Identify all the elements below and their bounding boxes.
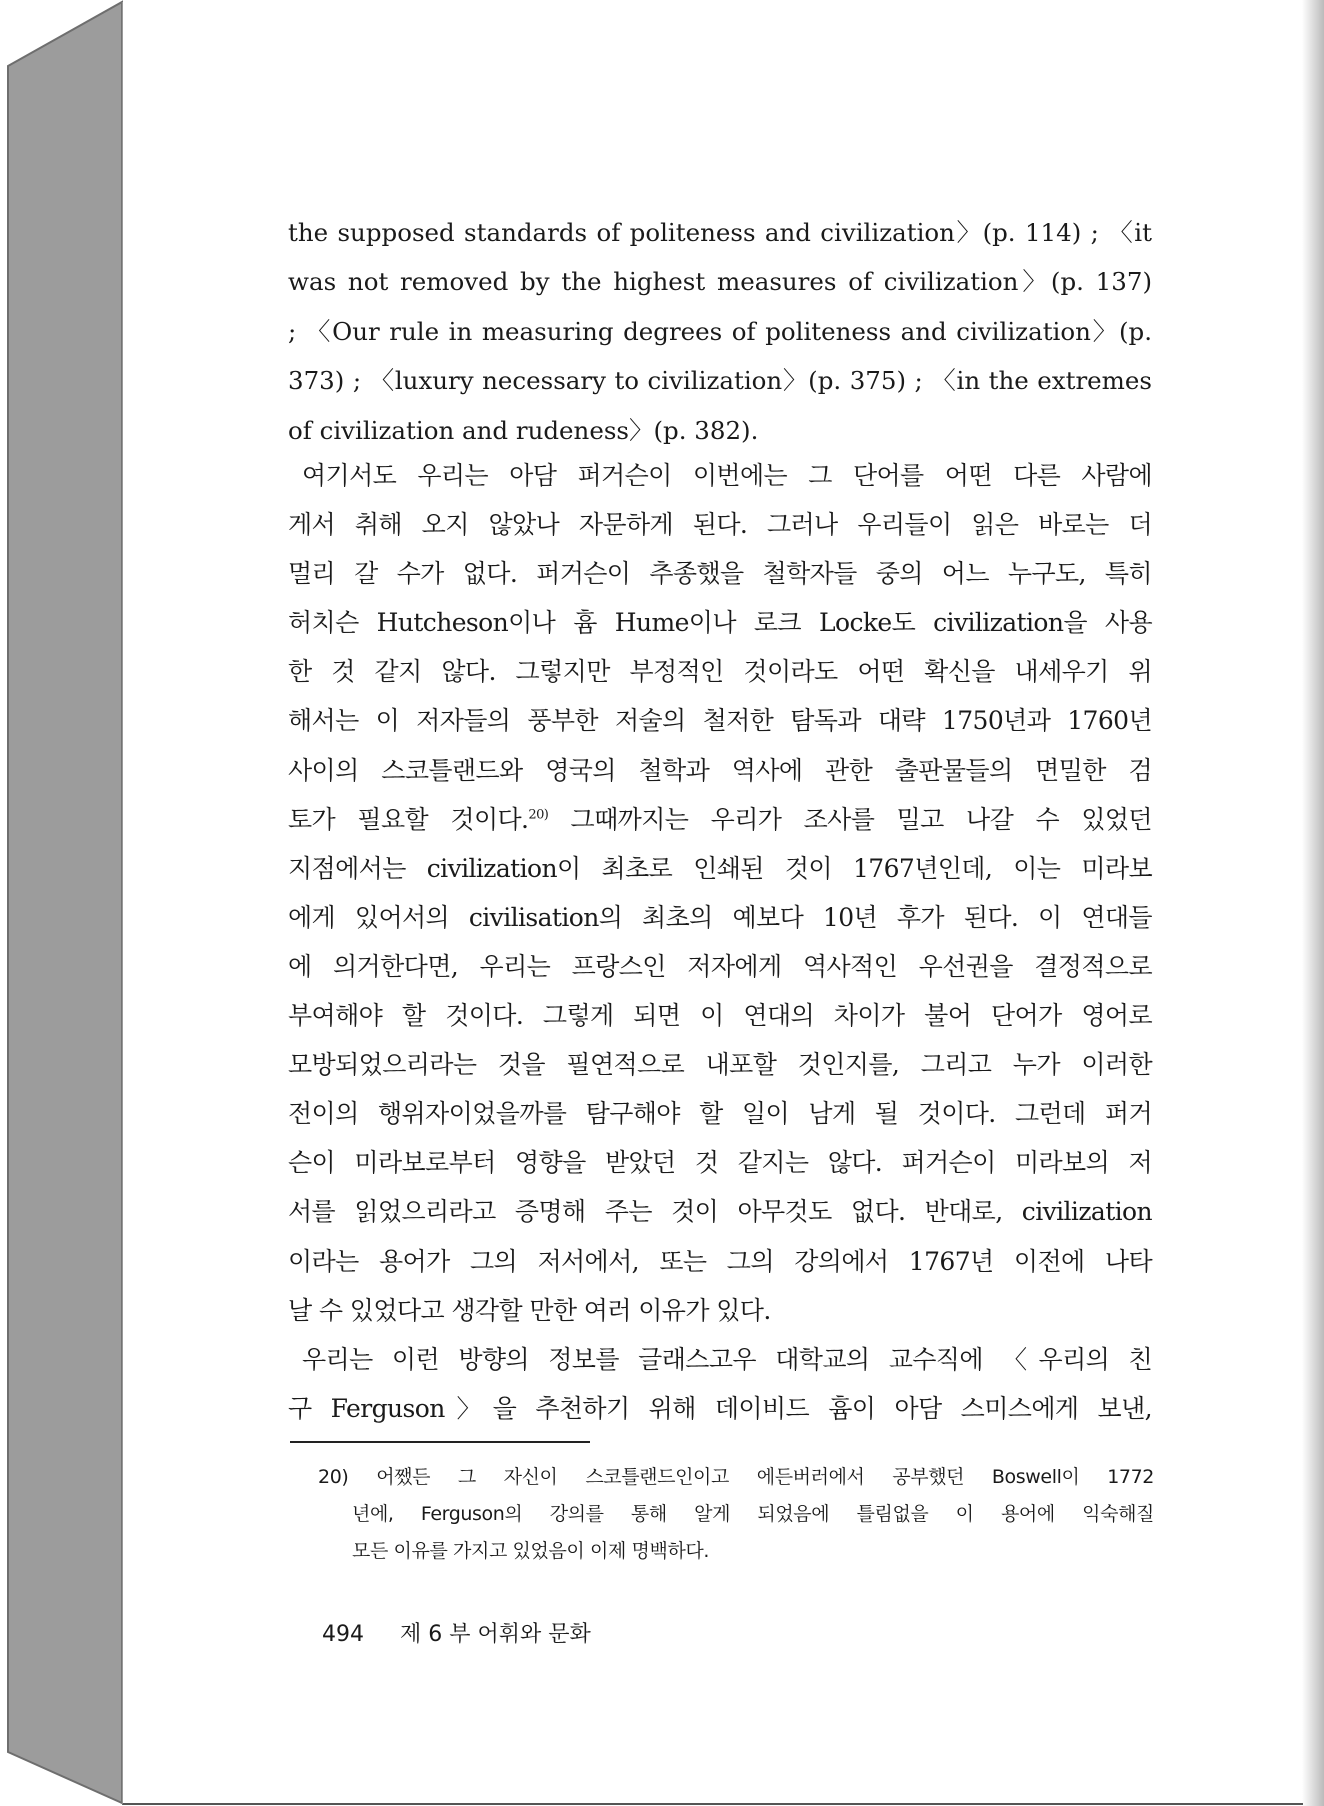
quote-line-1: the supposed standards of politeness and civilization〉(p. 114) ; 〈it: [288, 218, 1152, 247]
paragraph-1-line-14: 전이의 행위자이었을까를 탐구해야 할 일이 남게 될 것이다. 그런데 퍼거: [288, 1099, 1152, 1129]
paragraph-1-line-10: 에게 있어서의 civilisation의 최초의 예보다 10년 후가 된다. 이 연대들: [288, 902, 1152, 932]
footnote-reference-20[interactable]: 20): [528, 807, 549, 823]
quote-line-2: was not removed by the highest measures of civilization〉(p. 137): [288, 267, 1152, 297]
paragraph-1-line-8-start: 토가 필요할 것이다.: [288, 804, 529, 834]
paragraph-1-line-11: 에 의거한다면, 우리는 프랑스인 저자에게 역사적인 우선권을 결정적으로: [288, 951, 1152, 981]
paragraph-2-line-2: 구 Ferguson〉을 추천하기 위해 데이비드 흄이 아담 스미스에게 보낸,: [288, 1393, 1152, 1423]
quoted-examples-block: [288, 208, 1152, 455]
paragraph-1-line-7: 사이의 스코틀랜드와 영국의 철학과 역사에 관한 출판물들의 면밀한 검: [288, 755, 1152, 785]
footnote-20: [318, 1459, 1154, 1570]
paragraph-1-line-12: 부여해야 할 것이다. 그렇게 되면 이 연대의 차이가 불어 단어가 영어로: [288, 1001, 1152, 1031]
running-section-title: 제 6 부 어휘와 문화: [400, 1622, 591, 1647]
page-number: 494: [322, 1622, 364, 1647]
footnote-line-2: 년에, Ferguson의 강의를 통해 알게 되었음에 틀림없을 이 용어에 익숙해질: [352, 1503, 1154, 1525]
paragraph-1-line-8-end: 그때까지는 우리가 조사를 밀고 나갈 수 있었던: [548, 804, 1152, 834]
paragraph-1-line-1: 여기서도 우리는 아담 퍼거슨이 이번에는 그 단어를 어떤 다른 사람에: [302, 461, 1152, 490]
quote-line-4: 373) ; 〈luxury necessary to civilization〉(p. 375) ; 〈in the extremes: [288, 366, 1152, 396]
footnote-line-1: 20) 어쨌든 그 자신이 스코틀랜드인이고 에든버러에서 공부했던 Boswell이 1772: [318, 1466, 1154, 1488]
paragraph-1-line-9: 지점에서는 civilization이 최초로 인쇄된 것이 1767년인데, 이는 미라보: [288, 853, 1152, 883]
paragraph-1-line-2: 게서 취해 오지 않았나 자문하게 된다. 그러나 우리들이 읽은 바로는 더: [288, 510, 1152, 540]
quote-line-5: of civilization and rudeness〉(p. 382).: [288, 415, 759, 445]
footnote-line-3: 모든 이유를 가지고 있었음이 이제 명백하다.: [352, 1540, 710, 1562]
paragraph-2-line-1: 우리는 이런 방향의 정보를 글래스고우 대학교의 교수직에 〈우리의 친: [302, 1344, 1152, 1374]
paragraph-1-line-18: 날 수 있었다고 생각할 만한 여러 이유가 있다.: [288, 1295, 771, 1325]
page-right-shadow: [1302, 0, 1324, 1806]
paragraph-1-line-4: 허치슨 Hutcheson이나 흄 Hume이나 로크 Locke도 civilization을 사용: [288, 608, 1152, 638]
paragraph-1-line-6: 해서는 이 저자들의 풍부한 저술의 철저한 탐독과 대략 1750년과 1760년: [288, 706, 1152, 736]
page-footer: [322, 1617, 591, 1648]
paragraph-1-line-3: 멀리 갈 수가 없다. 퍼거슨이 추종했을 철학자들 중의 어느 누구도, 특히: [288, 559, 1152, 589]
paragraph-1-line-17: 이라는 용어가 그의 저서에서, 또는 그의 강의에서 1767년 이전에 나타: [288, 1246, 1152, 1276]
body-text: [288, 451, 1152, 1433]
paragraph-1-line-5: 한 것 같지 않다. 그렇지만 부정적인 것이라도 어떤 확신을 내세우기 위: [288, 657, 1152, 687]
paragraph-1-line-8: [288, 795, 1152, 844]
footnote-divider: [290, 1441, 590, 1443]
paragraph-1-line-16: 서를 읽었으리라고 증명해 주는 것이 아무것도 없다. 반대로, civilization: [288, 1197, 1152, 1227]
quote-line-3: ; 〈Our rule in measuring degrees of politeness and civilization〉(p.: [288, 316, 1152, 346]
paragraph-1-line-15: 슨이 미라보로부터 영향을 받았던 것 같지는 않다. 퍼거슨이 미라보의 저: [288, 1148, 1152, 1178]
paragraph-1-line-13: 모방되었으리라는 것을 필연적으로 내포할 것인지를, 그리고 누가 이러한: [288, 1050, 1152, 1080]
